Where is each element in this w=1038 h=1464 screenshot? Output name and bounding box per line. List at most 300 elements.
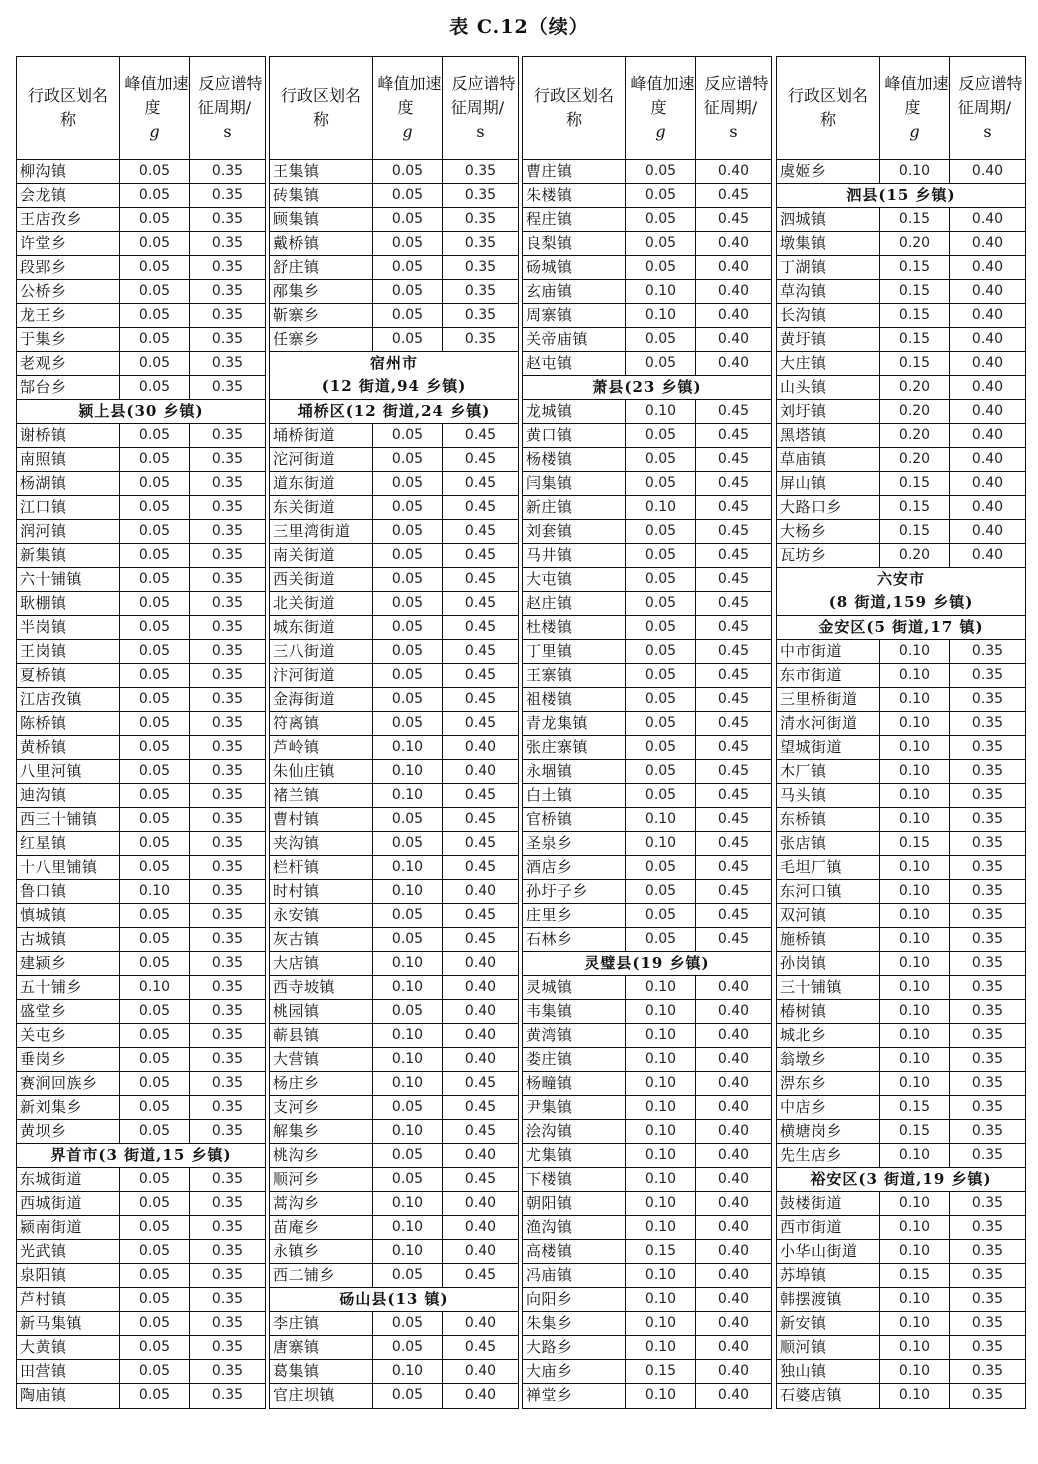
region-name: 桃沟乡: [273, 1146, 320, 1164]
peak-acceleration: 0.05: [119, 592, 189, 615]
region-name: 会龙镇: [20, 186, 67, 204]
characteristic-period: 0.40: [949, 232, 1025, 255]
characteristic-period: 0.35: [442, 208, 518, 231]
table-row: [270, 1072, 518, 1096]
table-row: [270, 544, 518, 568]
characteristic-period: 0.45: [442, 688, 518, 711]
peak-acceleration: 0.05: [372, 496, 442, 519]
characteristic-period: 0.40: [949, 328, 1025, 351]
characteristic-period: 0.35: [189, 472, 265, 495]
region-name: 灵城镇: [526, 978, 573, 996]
table-row: [17, 232, 265, 256]
region-name: 朱仙庄镇: [273, 762, 336, 780]
table-row: [523, 1048, 771, 1072]
table-row: [270, 976, 518, 1000]
region-name: 道东街道: [273, 474, 336, 492]
table-row: [17, 520, 265, 544]
peak-acceleration: 0.05: [119, 208, 189, 231]
table-row: [523, 256, 771, 280]
table-row: [523, 1384, 771, 1408]
region-name: 陈桥镇: [20, 714, 67, 732]
peak-acceleration: 0.05: [119, 1240, 189, 1263]
region-name: 苗庵乡: [273, 1218, 320, 1236]
characteristic-period: 0.40: [442, 1384, 518, 1408]
peak-acceleration: 0.15: [879, 832, 949, 855]
table-row: [777, 496, 1025, 520]
peak-acceleration: 0.05: [119, 280, 189, 303]
region-name: 杜楼镇: [526, 618, 573, 636]
table-row: [270, 736, 518, 760]
table-row: [777, 904, 1025, 928]
table-row: [270, 712, 518, 736]
peak-acceleration: 0.05: [372, 328, 442, 351]
characteristic-period: 0.40: [442, 760, 518, 783]
peak-acceleration: 0.20: [879, 424, 949, 447]
table-row: [270, 328, 518, 352]
region-name: 孙岗镇: [780, 954, 827, 972]
table-row: [523, 1288, 771, 1312]
region-name: 西城街道: [20, 1194, 83, 1212]
table-row: [777, 640, 1025, 664]
region-name: 黑塔镇: [780, 426, 827, 444]
peak-acceleration: 0.15: [879, 352, 949, 375]
table-row: [17, 976, 265, 1000]
table-row: [777, 376, 1025, 400]
region-name: 大路乡: [526, 1338, 573, 1356]
characteristic-period: 0.35: [189, 1000, 265, 1023]
peak-acceleration: 0.05: [119, 1360, 189, 1383]
peak-acceleration: 0.05: [119, 784, 189, 807]
characteristic-period: 0.40: [695, 1096, 771, 1119]
characteristic-period: 0.40: [442, 1192, 518, 1215]
region-name: 三里湾街道: [273, 522, 351, 540]
peak-acceleration: 0.15: [879, 520, 949, 543]
table-row: [777, 1048, 1025, 1072]
peak-acceleration: 0.10: [625, 1072, 695, 1095]
characteristic-period: 0.45: [442, 664, 518, 687]
region-name: 新庄镇: [526, 498, 573, 516]
peak-acceleration: 0.05: [372, 256, 442, 279]
characteristic-period: 0.40: [949, 376, 1025, 399]
characteristic-period: 0.40: [695, 352, 771, 375]
peak-acceleration: 0.05: [119, 160, 189, 183]
peak-acceleration: 0.05: [372, 1144, 442, 1167]
region-name: 鲁口镇: [20, 882, 67, 900]
characteristic-period: 0.35: [189, 760, 265, 783]
characteristic-period: 0.35: [949, 712, 1025, 735]
region-name: 城北乡: [780, 1026, 827, 1044]
region-name: 长沟镇: [780, 306, 827, 324]
characteristic-period: 0.35: [189, 1120, 265, 1143]
table-row: [270, 592, 518, 616]
peak-acceleration: 0.10: [625, 1024, 695, 1047]
characteristic-period: 0.35: [949, 760, 1025, 783]
region-name: 新马集镇: [20, 1314, 83, 1332]
region-name: 小华山街道: [780, 1242, 858, 1260]
characteristic-period: 0.40: [695, 256, 771, 279]
peak-acceleration: 0.10: [879, 1192, 949, 1215]
peak-acceleration: 0.10: [879, 1336, 949, 1359]
characteristic-period: 0.45: [695, 688, 771, 711]
table-row: [270, 1384, 518, 1408]
region-name: 大路口乡: [780, 498, 843, 516]
characteristic-period: 0.35: [949, 1360, 1025, 1383]
region-name: 大黄镇: [20, 1338, 67, 1356]
characteristic-period: 0.40: [695, 328, 771, 351]
region-name: 横塘岗乡: [780, 1122, 843, 1140]
peak-acceleration: 0.10: [372, 880, 442, 903]
table-row: [523, 856, 771, 880]
characteristic-period: 0.35: [949, 808, 1025, 831]
table-row: [270, 256, 518, 280]
characteristic-period: 0.35: [189, 1072, 265, 1095]
table-row: [17, 1096, 265, 1120]
region-name: 张庄寨镇: [526, 738, 589, 756]
region-name: 禅堂乡: [526, 1386, 573, 1404]
table-row: [270, 472, 518, 496]
table-row: [17, 1288, 265, 1312]
table-row: [270, 1312, 518, 1336]
peak-acceleration: 0.05: [625, 424, 695, 447]
characteristic-period: 0.40: [695, 976, 771, 999]
table-row: [777, 1360, 1025, 1384]
characteristic-period: 0.35: [949, 1072, 1025, 1095]
header-pga-unit: g: [909, 122, 920, 141]
characteristic-period: 0.35: [189, 904, 265, 927]
region-name: 望城街道: [780, 738, 843, 756]
characteristic-period: 0.45: [442, 448, 518, 471]
region-name: 玄庙镇: [526, 282, 573, 300]
table-row: [777, 1384, 1025, 1408]
region-name: 刘圩镇: [780, 402, 827, 420]
characteristic-period: 0.35: [189, 1168, 265, 1191]
header-pga: [372, 57, 442, 159]
peak-acceleration: 0.05: [119, 352, 189, 375]
peak-acceleration: 0.05: [372, 904, 442, 927]
peak-acceleration: 0.20: [879, 544, 949, 567]
characteristic-period: 0.35: [949, 1144, 1025, 1167]
region-name: 杨楼镇: [526, 450, 573, 468]
peak-acceleration: 0.05: [119, 1048, 189, 1071]
header-pga-label: 峰值加速度: [884, 74, 949, 117]
characteristic-period: 0.45: [442, 1264, 518, 1287]
peak-acceleration: 0.10: [372, 1072, 442, 1095]
peak-acceleration: 0.10: [879, 1216, 949, 1239]
characteristic-period: 0.35: [949, 1096, 1025, 1119]
region-name: 冯庙镇: [526, 1266, 573, 1284]
region-name: 王岗镇: [20, 642, 67, 660]
peak-acceleration: 0.05: [119, 1024, 189, 1047]
region-name: 草沟镇: [780, 282, 827, 300]
region-name: 东桥镇: [780, 810, 827, 828]
table-row: [270, 856, 518, 880]
table-row: [17, 904, 265, 928]
peak-acceleration: 0.10: [372, 1240, 442, 1263]
city-heading-line: (12 街道,94 乡镇): [321, 377, 467, 395]
peak-acceleration: 0.10: [879, 1288, 949, 1311]
peak-acceleration: 0.10: [625, 280, 695, 303]
characteristic-period: 0.45: [442, 1168, 518, 1191]
region-name: 东关街道: [273, 498, 336, 516]
table-row: [270, 208, 518, 232]
characteristic-period: 0.35: [189, 784, 265, 807]
peak-acceleration: 0.05: [372, 616, 442, 639]
table-row: [777, 472, 1025, 496]
table-row: [270, 904, 518, 928]
characteristic-period: 0.35: [189, 880, 265, 903]
characteristic-period: 0.35: [189, 736, 265, 759]
region-name: 夏桥镇: [20, 666, 67, 684]
peak-acceleration: 0.10: [879, 160, 949, 183]
region-name: 支河乡: [273, 1098, 320, 1116]
region-name: 双河镇: [780, 906, 827, 924]
table-row: [17, 448, 265, 472]
table-row: [17, 832, 265, 856]
peak-acceleration: 0.05: [372, 424, 442, 447]
table-row: [17, 1264, 265, 1288]
city-heading-line: 六安市: [876, 570, 925, 588]
table-row: [523, 1216, 771, 1240]
peak-acceleration: 0.10: [879, 640, 949, 663]
characteristic-period: 0.45: [442, 472, 518, 495]
table-row: [777, 400, 1025, 424]
table-row: [270, 1168, 518, 1192]
region-name: 墩集镇: [780, 234, 827, 252]
peak-acceleration: 0.05: [625, 688, 695, 711]
peak-acceleration: 0.05: [119, 736, 189, 759]
peak-acceleration: 0.05: [625, 352, 695, 375]
city-heading: [777, 568, 1025, 616]
characteristic-period: 0.35: [949, 1264, 1025, 1287]
table-row: [777, 160, 1025, 184]
region-name: 韩摆渡镇: [780, 1290, 843, 1308]
table-row: [523, 472, 771, 496]
table-row: [523, 1024, 771, 1048]
region-name: 瓦坊乡: [780, 546, 827, 564]
table-row: [270, 1240, 518, 1264]
peak-acceleration: 0.05: [372, 232, 442, 255]
characteristic-period: 0.35: [189, 376, 265, 399]
characteristic-period: 0.35: [189, 1240, 265, 1263]
region-name: 砖集镇: [273, 186, 320, 204]
peak-acceleration: 0.10: [625, 1264, 695, 1287]
characteristic-period: 0.40: [695, 1240, 771, 1263]
peak-acceleration: 0.05: [119, 952, 189, 975]
region-name: 淠东乡: [780, 1074, 827, 1092]
table-row: [270, 1120, 518, 1144]
characteristic-period: 0.45: [442, 808, 518, 831]
characteristic-period: 0.45: [442, 904, 518, 927]
peak-acceleration: 0.05: [119, 616, 189, 639]
region-name: 西关街道: [273, 570, 336, 588]
characteristic-period: 0.35: [189, 208, 265, 231]
region-name: 闫集镇: [526, 474, 573, 492]
peak-acceleration: 0.10: [372, 952, 442, 975]
section-heading: 金安区(5 街道,17 镇): [777, 616, 1025, 640]
table-row: [777, 1024, 1025, 1048]
peak-acceleration: 0.10: [879, 736, 949, 759]
characteristic-period: 0.45: [442, 544, 518, 567]
region-name: 关屯乡: [20, 1026, 67, 1044]
header-period-unit: s: [223, 122, 232, 141]
table-row: [17, 952, 265, 976]
region-name: 润河镇: [20, 522, 67, 540]
table-row: [17, 256, 265, 280]
region-name: 靳寨乡: [273, 306, 320, 324]
characteristic-period: 0.40: [949, 400, 1025, 423]
characteristic-period: 0.35: [949, 832, 1025, 855]
peak-acceleration: 0.05: [625, 328, 695, 351]
region-name: 先生店乡: [780, 1146, 843, 1164]
characteristic-period: 0.45: [695, 784, 771, 807]
characteristic-period: 0.45: [695, 928, 771, 951]
characteristic-period: 0.35: [442, 184, 518, 207]
peak-acceleration: 0.15: [879, 472, 949, 495]
table-row: [270, 808, 518, 832]
region-name: 杨湖镇: [20, 474, 67, 492]
peak-acceleration: 0.05: [372, 1096, 442, 1119]
peak-acceleration: 0.15: [879, 280, 949, 303]
peak-acceleration: 0.05: [372, 1336, 442, 1359]
peak-acceleration: 0.05: [119, 544, 189, 567]
table-row: [523, 664, 771, 688]
peak-acceleration: 0.05: [119, 1264, 189, 1287]
peak-acceleration: 0.05: [372, 472, 442, 495]
characteristic-period: 0.35: [189, 184, 265, 207]
table-row: [17, 1360, 265, 1384]
region-name: 泉阳镇: [20, 1266, 67, 1284]
characteristic-period: 0.35: [189, 424, 265, 447]
characteristic-period: 0.45: [695, 448, 771, 471]
table-row: [17, 760, 265, 784]
table-row: [17, 928, 265, 952]
table-row: [777, 208, 1025, 232]
characteristic-period: 0.45: [695, 496, 771, 519]
characteristic-period: 0.35: [949, 928, 1025, 951]
peak-acceleration: 0.10: [879, 1024, 949, 1047]
region-name: 黄圩镇: [780, 330, 827, 348]
characteristic-period: 0.45: [442, 520, 518, 543]
table-row: [270, 1336, 518, 1360]
peak-acceleration: 0.05: [119, 496, 189, 519]
characteristic-period: 0.40: [695, 1144, 771, 1167]
characteristic-period: 0.35: [949, 1216, 1025, 1239]
region-name: 圣泉乡: [526, 834, 573, 852]
peak-acceleration: 0.05: [625, 160, 695, 183]
peak-acceleration: 0.10: [372, 856, 442, 879]
peak-acceleration: 0.05: [119, 712, 189, 735]
table-row: [523, 232, 771, 256]
characteristic-period: 0.40: [949, 544, 1025, 567]
table-row: [270, 928, 518, 952]
table-row: [270, 160, 518, 184]
table-row: [17, 1336, 265, 1360]
peak-acceleration: 0.10: [879, 880, 949, 903]
peak-acceleration: 0.15: [625, 1360, 695, 1383]
peak-acceleration: 0.05: [119, 328, 189, 351]
characteristic-period: 0.35: [949, 1240, 1025, 1263]
characteristic-period: 0.45: [442, 784, 518, 807]
region-name: 施桥镇: [780, 930, 827, 948]
table-row: [523, 520, 771, 544]
characteristic-period: 0.45: [695, 880, 771, 903]
peak-acceleration: 0.10: [625, 1192, 695, 1215]
peak-acceleration: 0.05: [372, 688, 442, 711]
region-name: 刘套镇: [526, 522, 573, 540]
peak-acceleration: 0.05: [625, 208, 695, 231]
peak-acceleration: 0.05: [119, 376, 189, 399]
peak-acceleration: 0.05: [119, 688, 189, 711]
peak-acceleration: 0.05: [625, 664, 695, 687]
characteristic-period: 0.45: [442, 640, 518, 663]
table-row: [17, 1216, 265, 1240]
region-name: 黄口镇: [526, 426, 573, 444]
region-name: 江店孜镇: [20, 690, 83, 708]
table-row: [777, 760, 1025, 784]
table-row: [270, 664, 518, 688]
characteristic-period: 0.35: [189, 640, 265, 663]
peak-acceleration: 0.05: [625, 520, 695, 543]
peak-acceleration: 0.05: [372, 184, 442, 207]
table-row: [777, 1336, 1025, 1360]
characteristic-period: 0.35: [442, 232, 518, 255]
characteristic-period: 0.35: [189, 712, 265, 735]
table-row: [17, 1168, 265, 1192]
characteristic-period: 0.45: [442, 832, 518, 855]
region-name: 唐寨镇: [273, 1338, 320, 1356]
table-row: [270, 424, 518, 448]
table-row: [523, 1336, 771, 1360]
region-name: 永安镇: [273, 906, 320, 924]
table-row: [523, 1312, 771, 1336]
characteristic-period: 0.35: [949, 1384, 1025, 1408]
table-row: [270, 640, 518, 664]
peak-acceleration: 0.05: [119, 1312, 189, 1335]
peak-acceleration: 0.10: [372, 1120, 442, 1143]
region-name: 杨庄乡: [273, 1074, 320, 1092]
region-name: 葛集镇: [273, 1362, 320, 1380]
table-header: [523, 57, 771, 160]
table-row: [523, 496, 771, 520]
peak-acceleration: 0.10: [372, 1360, 442, 1383]
region-name: 顾集镇: [273, 210, 320, 228]
table-row: [777, 448, 1025, 472]
region-name: 西二铺乡: [273, 1266, 336, 1284]
table-row: [777, 280, 1025, 304]
table-row: [270, 496, 518, 520]
table-row: [17, 616, 265, 640]
table-row: [17, 208, 265, 232]
region-name: 草庙镇: [780, 450, 827, 468]
peak-acceleration: 0.10: [879, 1240, 949, 1263]
characteristic-period: 0.35: [189, 928, 265, 951]
city-heading: [270, 352, 518, 400]
table-row: [777, 328, 1025, 352]
characteristic-period: 0.35: [189, 1216, 265, 1239]
table-row: [777, 1312, 1025, 1336]
characteristic-period: 0.40: [442, 736, 518, 759]
region-name: 杨疃镇: [526, 1074, 573, 1092]
characteristic-period: 0.45: [442, 592, 518, 615]
region-name: 王集镇: [273, 162, 320, 180]
header-period: [949, 57, 1025, 159]
characteristic-period: 0.40: [949, 304, 1025, 327]
peak-acceleration: 0.05: [119, 1192, 189, 1215]
region-name: 丁里镇: [526, 642, 573, 660]
characteristic-period: 0.40: [695, 1288, 771, 1311]
region-name: 鼓楼街道: [780, 1194, 843, 1212]
region-name: 王店孜乡: [20, 210, 83, 228]
